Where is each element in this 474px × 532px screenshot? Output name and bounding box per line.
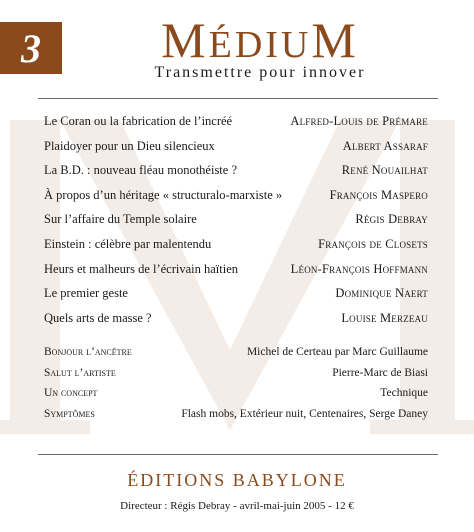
title-initial: M [161, 12, 209, 68]
article-row [44, 262, 428, 287]
section-row [44, 346, 428, 367]
article-title: Sur l’affaire du Temple solaire [44, 212, 197, 227]
article-title: Quels arts de masse ? [44, 310, 152, 325]
section-content: Technique [380, 387, 428, 399]
article-author: Régis Debray [355, 212, 428, 227]
section-name: Salut l’artiste [44, 366, 116, 379]
article-author: Léon-François Hoffmann [290, 261, 428, 276]
article-author: Albert Assaraf [342, 138, 428, 153]
section-name: Bonjour l’ancêtre [44, 346, 132, 358]
section-name: Un concept [44, 387, 98, 399]
issue-number-badge [0, 22, 62, 74]
issue-number: 3 [21, 25, 41, 71]
sections-list [44, 346, 428, 428]
article-title: À propos d’un héritage « structuralo-marxiste » [44, 187, 283, 202]
section-row [44, 408, 428, 429]
title-middle: ÉDIU [208, 24, 312, 66]
publisher-name: ÉDITIONS BABYLONE [127, 470, 347, 490]
article-author: Alfred-Louis de Prémare [290, 114, 428, 128]
article-title: Einstein : célèbre par malentendu [44, 236, 212, 251]
article-title: Plaidoyer pour un Dieu silencieux [44, 138, 215, 153]
article-title: La B.D. : nouveau fléau monothéiste ? [44, 163, 237, 178]
section-name: Symptômes [44, 407, 95, 420]
bottom-divider [38, 454, 438, 455]
article-row [44, 286, 428, 311]
article-title: Le Coran ou la fabrication de l’incréé [44, 114, 233, 128]
article-row [44, 188, 428, 213]
article-title: Heurs et malheurs de l’écrivain haïtien [44, 261, 239, 276]
article-row [44, 311, 428, 336]
article-author: Dominique Naert [335, 286, 428, 301]
article-author: François Maspero [329, 187, 428, 202]
section-content: Flash mobs, Extérieur nuit, Centenaires, Serge Daney [181, 407, 428, 420]
article-row [44, 237, 428, 262]
title-final: M [311, 12, 359, 68]
article-author: René Nouailhat [341, 163, 428, 178]
article-row [44, 163, 428, 188]
article-row [44, 139, 428, 164]
footer-info: Directeur : Régis Debray - avril-mai-juin 2005 - 12 € [120, 500, 354, 512]
article-row [44, 114, 428, 139]
section-content: Pierre-Marc de Biasi [332, 366, 428, 379]
magazine-subtitle: Transmettre pour innover [154, 64, 366, 81]
article-author: Louise Merzeau [341, 310, 428, 325]
articles-list [44, 114, 428, 335]
section-row [44, 367, 428, 388]
section-row [44, 387, 428, 408]
article-title: Le premier geste [44, 286, 128, 301]
article-author: François de Closets [318, 236, 428, 251]
section-content: Michel de Certeau par Marc Guillaume [246, 346, 428, 358]
top-divider [38, 98, 438, 99]
article-row [44, 212, 428, 237]
